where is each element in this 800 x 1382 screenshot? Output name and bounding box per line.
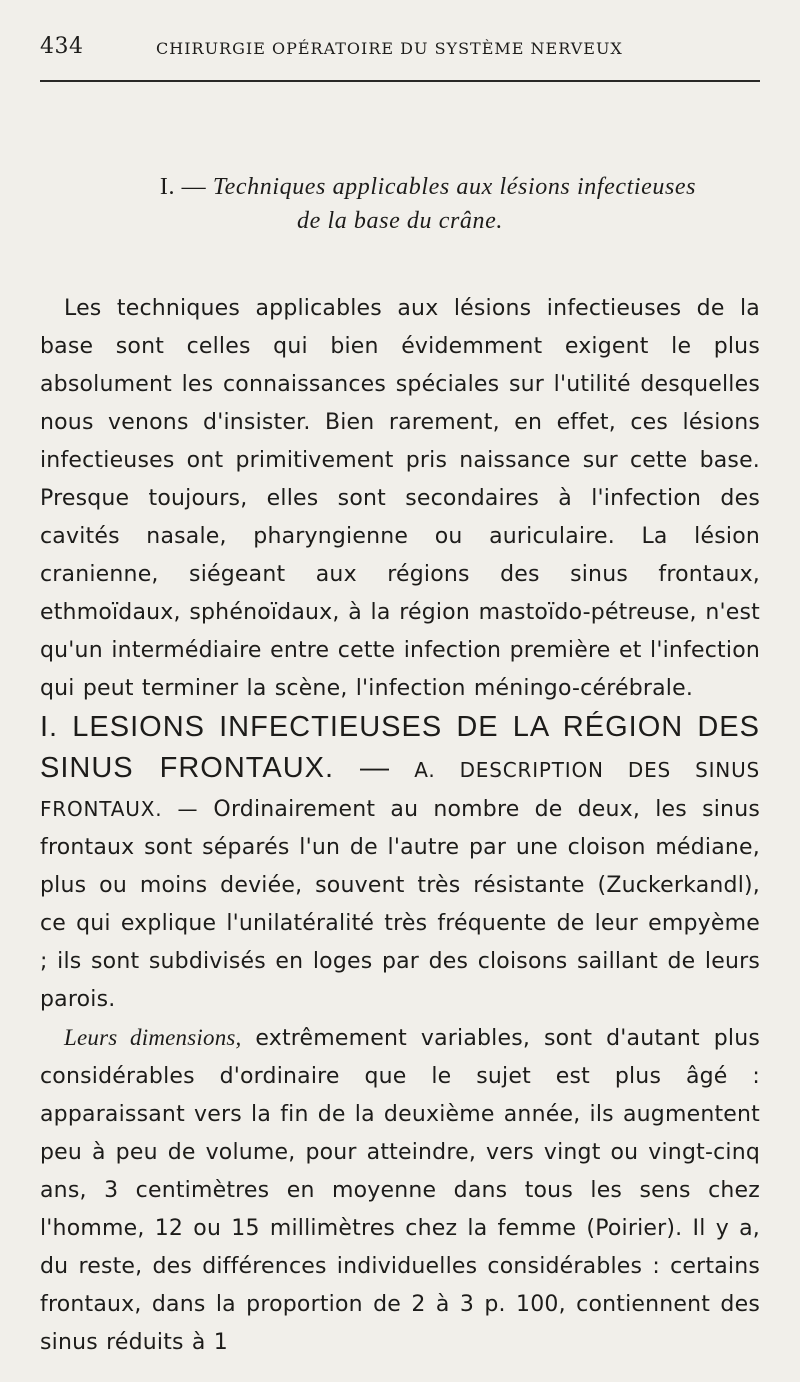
section-heading: [40, 170, 760, 238]
running-header: [40, 34, 760, 62]
section-number: I. —: [159, 174, 207, 200]
body-text: [40, 290, 760, 1362]
paragraph-dimensions-text: extrêmement variables, sont d'autant plus considérables d'ordinaire que le sujet est plus âgé : apparaissant vers la fin de la deuxième année, ils augmentent peu à peu de volume, pour atteindre, vers vingt ou vingt-cinq ans, 3 centimètres en moyenne dans tous les sens chez l'homme, 12 ou 15 millimètres chez la femme (Poirier). Il y a, du reste, des différences individuelles considérables : certains frontaux, dans la proportion de 2 à 3 p. 100, contiennent des sinus réduits à 1: [40, 1026, 760, 1355]
section-title-line-1: Techniques applicables aux lésions infectieuses: [212, 174, 697, 200]
running-title: CHIRURGIE OPÉRATOIRE DU SYSTÈME NERVEUX: [156, 39, 623, 58]
header-rule: [40, 80, 760, 82]
paragraph-chapter: [40, 708, 760, 1019]
paragraph-lead: Leurs dimensions,: [64, 1025, 242, 1050]
page-number: 434: [40, 34, 84, 59]
chapter-subheading: A. DESCRIPTION DES SINUS FRONTAUX. —: [40, 758, 760, 821]
chapter-text: Ordinairement au nombre de deux, les sinus frontaux sont séparés l'un de l'autre par une cloison médiane, plus ou moins deviée, souvent très résistante (Zuckerkandl), ce qui explique l'unilatéralité très fréquente de leur empyème ; ils sont subdivisés en loges par des cloisons saillant de leurs parois.: [40, 797, 761, 1012]
section-title-line-2: de la base du crâne.: [297, 208, 503, 234]
section-heading-line-1: [40, 170, 760, 204]
paragraph-intro: Les techniques applicables aux lésions infectieuses de la base sont celles qui bien évidemment exigent le plus absolument les connaissances spéciales sur l'utilité desquelles nous venons d'insister. Bien rarement, en effet, ces lésions infectieuses ont primitivement pris naissance sur cette base. Presque toujours, elles sont secondaires à l'infection des cavités nasale, pharyngienne ou auriculaire. La lésion cranienne, siégeant aux régions des sinus frontaux, ethmoïdaux, sphénoïdaux, à la région mastoïdo-pétreuse, n'est qu'un intermédiaire entre cette infection première et l'infection qui peut terminer la scène, l'infection méningo-cérébrale.: [40, 296, 760, 701]
paragraph-dimensions: [40, 1019, 760, 1362]
chapter-heading: I. LESIONS INFECTIEUSES DE LA RÉGION DES SINUS FRONTAUX. —: [40, 711, 760, 784]
